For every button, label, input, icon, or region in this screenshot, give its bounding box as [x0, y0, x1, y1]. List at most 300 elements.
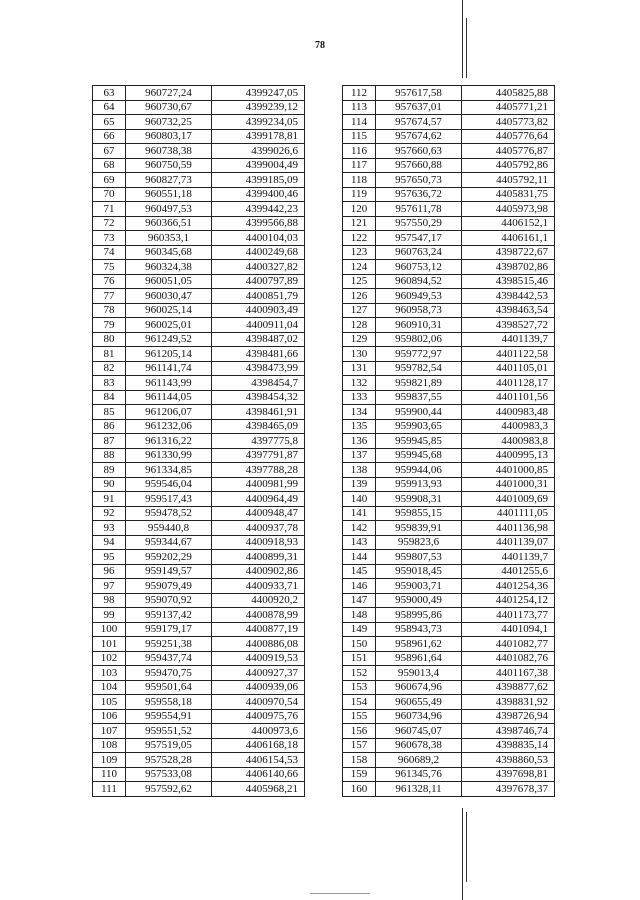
- point-number-cell: 76: [93, 274, 126, 289]
- point-number-cell: 117: [343, 158, 376, 173]
- y-coordinate-cell: 4401111,05: [462, 506, 555, 521]
- point-number-cell: 155: [343, 709, 376, 724]
- x-coordinate-cell: 960745,07: [376, 724, 462, 739]
- table-row: [93, 86, 305, 101]
- x-coordinate-cell: 960497,53: [126, 202, 212, 217]
- point-number-cell: 136: [343, 434, 376, 449]
- x-coordinate-cell: 960949,53: [376, 289, 462, 304]
- table-row: [343, 550, 555, 565]
- y-coordinate-cell: 4400983,48: [462, 405, 555, 420]
- point-number-cell: 96: [93, 564, 126, 579]
- point-number-cell: 104: [93, 680, 126, 695]
- y-coordinate-cell: 4405776,87: [462, 144, 555, 159]
- y-coordinate-cell: 4398702,86: [462, 260, 555, 275]
- table-row: [93, 332, 305, 347]
- table-row: [93, 361, 305, 376]
- table-row: [343, 695, 555, 710]
- y-coordinate-cell: 4398831,92: [462, 695, 555, 710]
- table-row: [343, 158, 555, 173]
- y-coordinate-cell: 4400948,47: [212, 506, 305, 521]
- x-coordinate-cell: 960803,17: [126, 129, 212, 144]
- table-row: [93, 608, 305, 623]
- point-number-cell: 119: [343, 187, 376, 202]
- x-coordinate-cell: 959839,91: [376, 521, 462, 536]
- point-number-cell: 139: [343, 477, 376, 492]
- point-number-cell: 79: [93, 318, 126, 333]
- table-row: [343, 666, 555, 681]
- point-number-cell: 126: [343, 289, 376, 304]
- y-coordinate-cell: 4397678,37: [462, 782, 555, 797]
- table-row: [93, 202, 305, 217]
- point-number-cell: 122: [343, 231, 376, 246]
- table-row: [93, 622, 305, 637]
- point-number-cell: 78: [93, 303, 126, 318]
- table-row: [93, 579, 305, 594]
- table-row: [343, 376, 555, 391]
- y-coordinate-cell: 4401000,85: [462, 463, 555, 478]
- y-coordinate-cell: 4399400,46: [212, 187, 305, 202]
- table-row: [93, 593, 305, 608]
- x-coordinate-cell: 960738,38: [126, 144, 212, 159]
- x-coordinate-cell: 957637,01: [376, 100, 462, 115]
- table-row: [343, 216, 555, 231]
- table-row: [343, 303, 555, 318]
- point-number-cell: 83: [93, 376, 126, 391]
- x-coordinate-cell: 957674,62: [376, 129, 462, 144]
- table-row: [93, 260, 305, 275]
- x-coordinate-cell: 959202,29: [126, 550, 212, 565]
- table-row: [93, 680, 305, 695]
- x-coordinate-cell: 959437,74: [126, 651, 212, 666]
- point-number-cell: 142: [343, 521, 376, 536]
- table-row: [343, 767, 555, 782]
- y-coordinate-cell: 4400937,78: [212, 521, 305, 536]
- y-coordinate-cell: 4400981,99: [212, 477, 305, 492]
- table-row: [93, 738, 305, 753]
- point-number-cell: 63: [93, 86, 126, 101]
- y-coordinate-cell: 4406154,53: [212, 753, 305, 768]
- y-coordinate-cell: 4406168,18: [212, 738, 305, 753]
- x-coordinate-cell: 958961,64: [376, 651, 462, 666]
- point-number-cell: 141: [343, 506, 376, 521]
- y-coordinate-cell: 4405773,82: [462, 115, 555, 130]
- y-coordinate-cell: 4398515,46: [462, 274, 555, 289]
- x-coordinate-cell: 960655,49: [376, 695, 462, 710]
- point-number-cell: 159: [343, 767, 376, 782]
- x-coordinate-cell: 959782,54: [376, 361, 462, 376]
- x-coordinate-cell: 960030,47: [126, 289, 212, 304]
- table-row: [93, 216, 305, 231]
- y-coordinate-cell: 4398463,54: [462, 303, 555, 318]
- y-coordinate-cell: 4398527,72: [462, 318, 555, 333]
- point-number-cell: 101: [93, 637, 126, 652]
- point-number-cell: 113: [343, 100, 376, 115]
- x-coordinate-cell: 959855,15: [376, 506, 462, 521]
- table-row: [93, 767, 305, 782]
- x-coordinate-cell: 960910,31: [376, 318, 462, 333]
- y-coordinate-cell: 4400975,76: [212, 709, 305, 724]
- x-coordinate-cell: 959900,44: [376, 405, 462, 420]
- y-coordinate-cell: 4399026,6: [212, 144, 305, 159]
- y-coordinate-cell: 4400903,49: [212, 303, 305, 318]
- x-coordinate-cell: 957519,05: [126, 738, 212, 753]
- x-coordinate-cell: 959554,91: [126, 709, 212, 724]
- coordinates-table-left: [92, 85, 305, 797]
- y-coordinate-cell: 4397698,81: [462, 767, 555, 782]
- y-coordinate-cell: 4397775,8: [212, 434, 305, 449]
- scan-mark-bottom-2: [466, 812, 467, 882]
- point-number-cell: 71: [93, 202, 126, 217]
- point-number-cell: 149: [343, 622, 376, 637]
- y-coordinate-cell: 4406161,1: [462, 231, 555, 246]
- y-coordinate-cell: 4400995,13: [462, 448, 555, 463]
- x-coordinate-cell: 960051,05: [126, 274, 212, 289]
- table-row: [93, 158, 305, 173]
- table-row: [343, 477, 555, 492]
- point-number-cell: 157: [343, 738, 376, 753]
- x-coordinate-cell: 957636,72: [376, 187, 462, 202]
- y-coordinate-cell: 4405792,86: [462, 158, 555, 173]
- x-coordinate-cell: 959018,45: [376, 564, 462, 579]
- table-row: [343, 419, 555, 434]
- x-coordinate-cell: 957550,29: [376, 216, 462, 231]
- y-coordinate-cell: 4405771,21: [462, 100, 555, 115]
- y-coordinate-cell: 4401255,6: [462, 564, 555, 579]
- coordinates-table-right: [342, 85, 555, 797]
- y-coordinate-cell: 4401254,12: [462, 593, 555, 608]
- point-number-cell: 86: [93, 419, 126, 434]
- table-row: [343, 492, 555, 507]
- table-row: [343, 579, 555, 594]
- x-coordinate-cell: 959000,49: [376, 593, 462, 608]
- point-number-cell: 114: [343, 115, 376, 130]
- y-coordinate-cell: 4400918,93: [212, 535, 305, 550]
- x-coordinate-cell: 960324,38: [126, 260, 212, 275]
- table-row: [93, 782, 305, 797]
- x-coordinate-cell: 960894,52: [376, 274, 462, 289]
- x-coordinate-cell: 959013,4: [376, 666, 462, 681]
- point-number-cell: 135: [343, 419, 376, 434]
- table-row: [93, 173, 305, 188]
- y-coordinate-cell: 4398726,94: [462, 709, 555, 724]
- x-coordinate-cell: 958961,62: [376, 637, 462, 652]
- x-coordinate-cell: 959079,49: [126, 579, 212, 594]
- point-number-cell: 97: [93, 579, 126, 594]
- x-coordinate-cell: 959945,85: [376, 434, 462, 449]
- point-number-cell: 154: [343, 695, 376, 710]
- y-coordinate-cell: 4399234,05: [212, 115, 305, 130]
- point-number-cell: 130: [343, 347, 376, 362]
- y-coordinate-cell: 4398877,62: [462, 680, 555, 695]
- y-coordinate-cell: 4399239,12: [212, 100, 305, 115]
- x-coordinate-cell: 959149,57: [126, 564, 212, 579]
- scan-mark-top: [462, 0, 463, 78]
- table-row: [343, 521, 555, 536]
- point-number-cell: 64: [93, 100, 126, 115]
- table-row: [93, 144, 305, 159]
- x-coordinate-cell: 960750,59: [126, 158, 212, 173]
- x-coordinate-cell: 959440,8: [126, 521, 212, 536]
- table-row: [343, 738, 555, 753]
- point-number-cell: 75: [93, 260, 126, 275]
- y-coordinate-cell: 4400797,89: [212, 274, 305, 289]
- y-coordinate-cell: 4398487,02: [212, 332, 305, 347]
- y-coordinate-cell: 4400886,08: [212, 637, 305, 652]
- y-coordinate-cell: 4399004,49: [212, 158, 305, 173]
- y-coordinate-cell: 4398442,53: [462, 289, 555, 304]
- y-coordinate-cell: 4401082,77: [462, 637, 555, 652]
- table-row: [343, 782, 555, 797]
- x-coordinate-cell: 960689,2: [376, 753, 462, 768]
- y-coordinate-cell: 4400939,06: [212, 680, 305, 695]
- y-coordinate-cell: 4398465,09: [212, 419, 305, 434]
- table-row: [343, 173, 555, 188]
- table-row: [93, 434, 305, 449]
- x-coordinate-cell: 959137,42: [126, 608, 212, 623]
- x-coordinate-cell: 960753,12: [376, 260, 462, 275]
- x-coordinate-cell: 959551,52: [126, 724, 212, 739]
- table-row: [343, 390, 555, 405]
- point-number-cell: 82: [93, 361, 126, 376]
- y-coordinate-cell: 4405831,75: [462, 187, 555, 202]
- table-row: [343, 144, 555, 159]
- table-row: [93, 492, 305, 507]
- x-coordinate-cell: 960958,73: [376, 303, 462, 318]
- x-coordinate-cell: 959501,64: [126, 680, 212, 695]
- page-number: 78: [315, 40, 325, 51]
- x-coordinate-cell: 959908,31: [376, 492, 462, 507]
- x-coordinate-cell: 960827,73: [126, 173, 212, 188]
- point-number-cell: 91: [93, 492, 126, 507]
- point-number-cell: 73: [93, 231, 126, 246]
- point-number-cell: 102: [93, 651, 126, 666]
- table-row: [93, 651, 305, 666]
- point-number-cell: 110: [93, 767, 126, 782]
- x-coordinate-cell: 961143,99: [126, 376, 212, 391]
- y-coordinate-cell: 4401139,7: [462, 332, 555, 347]
- y-coordinate-cell: 4406152,1: [462, 216, 555, 231]
- point-number-cell: 134: [343, 405, 376, 420]
- table-row: [93, 318, 305, 333]
- point-number-cell: 146: [343, 579, 376, 594]
- point-number-cell: 115: [343, 129, 376, 144]
- point-number-cell: 85: [93, 405, 126, 420]
- point-number-cell: 153: [343, 680, 376, 695]
- x-coordinate-cell: 959945,68: [376, 448, 462, 463]
- table-row: [343, 274, 555, 289]
- y-coordinate-cell: 4406140,66: [212, 767, 305, 782]
- table-row: [343, 231, 555, 246]
- point-number-cell: 92: [93, 506, 126, 521]
- x-coordinate-cell: 961316,22: [126, 434, 212, 449]
- y-coordinate-cell: 4398835,14: [462, 738, 555, 753]
- x-coordinate-cell: 961328,11: [376, 782, 462, 797]
- x-coordinate-cell: 959823,6: [376, 535, 462, 550]
- x-coordinate-cell: 959546,04: [126, 477, 212, 492]
- table-row: [343, 245, 555, 260]
- y-coordinate-cell: 4405792,11: [462, 173, 555, 188]
- point-number-cell: 124: [343, 260, 376, 275]
- y-coordinate-cell: 4399178,81: [212, 129, 305, 144]
- point-number-cell: 95: [93, 550, 126, 565]
- y-coordinate-cell: 4400104,03: [212, 231, 305, 246]
- table-row: [343, 724, 555, 739]
- y-coordinate-cell: 4399247,05: [212, 86, 305, 101]
- point-number-cell: 65: [93, 115, 126, 130]
- point-number-cell: 109: [93, 753, 126, 768]
- table-row: [93, 550, 305, 565]
- x-coordinate-cell: 959903,65: [376, 419, 462, 434]
- point-number-cell: 80: [93, 332, 126, 347]
- x-coordinate-cell: 959344,67: [126, 535, 212, 550]
- y-coordinate-cell: 4401128,17: [462, 376, 555, 391]
- y-coordinate-cell: 4401254,36: [462, 579, 555, 594]
- point-number-cell: 99: [93, 608, 126, 623]
- point-number-cell: 138: [343, 463, 376, 478]
- point-number-cell: 106: [93, 709, 126, 724]
- table-row: [93, 753, 305, 768]
- x-coordinate-cell: 961205,14: [126, 347, 212, 362]
- table-row: [343, 100, 555, 115]
- table-row: [93, 289, 305, 304]
- y-coordinate-cell: 4400983,3: [462, 419, 555, 434]
- point-number-cell: 70: [93, 187, 126, 202]
- y-coordinate-cell: 4401009,69: [462, 492, 555, 507]
- point-number-cell: 152: [343, 666, 376, 681]
- y-coordinate-cell: 4400249,68: [212, 245, 305, 260]
- point-number-cell: 98: [93, 593, 126, 608]
- scan-speck-bottom: [310, 893, 370, 894]
- point-number-cell: 94: [93, 535, 126, 550]
- y-coordinate-cell: 4400920,2: [212, 593, 305, 608]
- table-row: [343, 332, 555, 347]
- point-number-cell: 74: [93, 245, 126, 260]
- x-coordinate-cell: 957611,78: [376, 202, 462, 217]
- point-number-cell: 84: [93, 390, 126, 405]
- table-row: [93, 129, 305, 144]
- x-coordinate-cell: 957660,63: [376, 144, 462, 159]
- point-number-cell: 160: [343, 782, 376, 797]
- y-coordinate-cell: 4398860,53: [462, 753, 555, 768]
- y-coordinate-cell: 4401173,77: [462, 608, 555, 623]
- table-row: [93, 564, 305, 579]
- point-number-cell: 131: [343, 361, 376, 376]
- x-coordinate-cell: 959070,92: [126, 593, 212, 608]
- point-number-cell: 67: [93, 144, 126, 159]
- table-row: [93, 709, 305, 724]
- x-coordinate-cell: 961206,07: [126, 405, 212, 420]
- x-coordinate-cell: 961232,06: [126, 419, 212, 434]
- point-number-cell: 89: [93, 463, 126, 478]
- table-row: [93, 419, 305, 434]
- point-number-cell: 105: [93, 695, 126, 710]
- point-number-cell: 100: [93, 622, 126, 637]
- y-coordinate-cell: 4398722,67: [462, 245, 555, 260]
- y-coordinate-cell: 4398454,32: [212, 390, 305, 405]
- table-row: [343, 564, 555, 579]
- table-row: [343, 535, 555, 550]
- x-coordinate-cell: 959807,53: [376, 550, 462, 565]
- y-coordinate-cell: 4399185,09: [212, 173, 305, 188]
- table-row: [343, 622, 555, 637]
- y-coordinate-cell: 4400878,99: [212, 608, 305, 623]
- table-row: [343, 434, 555, 449]
- table-row: [93, 724, 305, 739]
- table-row: [93, 303, 305, 318]
- point-number-cell: 137: [343, 448, 376, 463]
- point-number-cell: 123: [343, 245, 376, 260]
- point-number-cell: 156: [343, 724, 376, 739]
- y-coordinate-cell: 4405973,98: [462, 202, 555, 217]
- x-coordinate-cell: 957528,28: [126, 753, 212, 768]
- table-row: [343, 680, 555, 695]
- x-coordinate-cell: 961141,74: [126, 361, 212, 376]
- y-coordinate-cell: 4397788,28: [212, 463, 305, 478]
- y-coordinate-cell: 4401094,1: [462, 622, 555, 637]
- point-number-cell: 132: [343, 376, 376, 391]
- y-coordinate-cell: 4400327,82: [212, 260, 305, 275]
- table-row: [93, 477, 305, 492]
- y-coordinate-cell: 4401167,38: [462, 666, 555, 681]
- x-coordinate-cell: 961144,05: [126, 390, 212, 405]
- table-row: [93, 535, 305, 550]
- table-row: [93, 100, 305, 115]
- y-coordinate-cell: 4401122,58: [462, 347, 555, 362]
- x-coordinate-cell: 957674,57: [376, 115, 462, 130]
- table-row: [93, 666, 305, 681]
- table-row: [93, 376, 305, 391]
- point-number-cell: 144: [343, 550, 376, 565]
- point-number-cell: 143: [343, 535, 376, 550]
- x-coordinate-cell: 960366,51: [126, 216, 212, 231]
- x-coordinate-cell: 959821,89: [376, 376, 462, 391]
- table-row: [93, 115, 305, 130]
- y-coordinate-cell: 4400877,19: [212, 622, 305, 637]
- x-coordinate-cell: 960678,38: [376, 738, 462, 753]
- point-number-cell: 111: [93, 782, 126, 797]
- x-coordinate-cell: 959251,38: [126, 637, 212, 652]
- y-coordinate-cell: 4400983,8: [462, 434, 555, 449]
- table-row: [93, 463, 305, 478]
- x-coordinate-cell: 957650,73: [376, 173, 462, 188]
- y-coordinate-cell: 4397791,87: [212, 448, 305, 463]
- table-row: [343, 115, 555, 130]
- x-coordinate-cell: 960734,96: [376, 709, 462, 724]
- x-coordinate-cell: 960727,24: [126, 86, 212, 101]
- table-row: [93, 390, 305, 405]
- y-coordinate-cell: 4399566,88: [212, 216, 305, 231]
- table-row: [93, 448, 305, 463]
- point-number-cell: 151: [343, 651, 376, 666]
- table-row: [343, 463, 555, 478]
- x-coordinate-cell: 961330,99: [126, 448, 212, 463]
- point-number-cell: 140: [343, 492, 376, 507]
- x-coordinate-cell: 960025,14: [126, 303, 212, 318]
- x-coordinate-cell: 960674,96: [376, 680, 462, 695]
- x-coordinate-cell: 960345,68: [126, 245, 212, 260]
- y-coordinate-cell: 4400933,71: [212, 579, 305, 594]
- table-row: [93, 405, 305, 420]
- y-coordinate-cell: 4405968,21: [212, 782, 305, 797]
- x-coordinate-cell: 959913,93: [376, 477, 462, 492]
- table-row: [93, 274, 305, 289]
- y-coordinate-cell: 4401139,07: [462, 535, 555, 550]
- y-coordinate-cell: 4400899,31: [212, 550, 305, 565]
- table-row: [343, 289, 555, 304]
- point-number-cell: 116: [343, 144, 376, 159]
- table-row: [343, 753, 555, 768]
- table-row: [343, 608, 555, 623]
